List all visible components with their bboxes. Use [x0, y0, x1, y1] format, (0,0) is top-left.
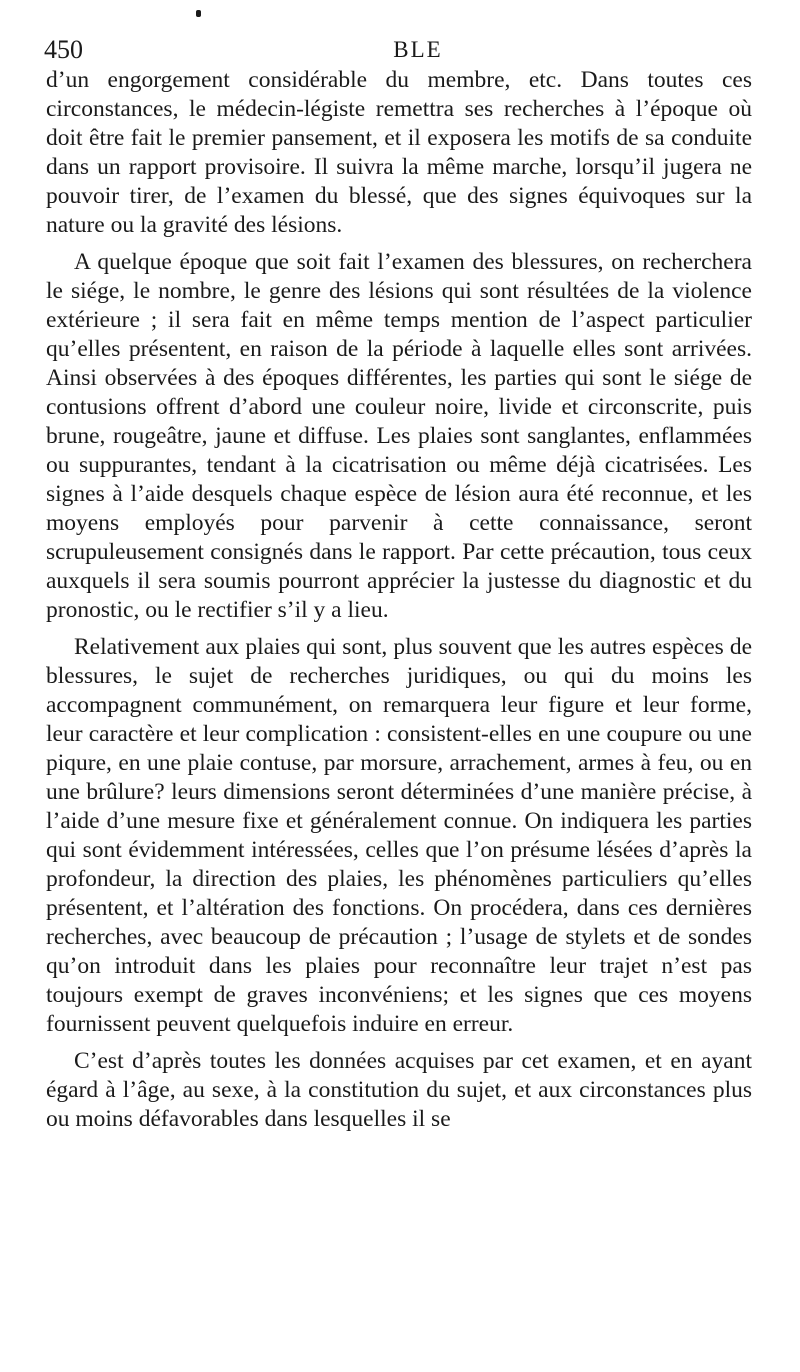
- running-head: BLE: [393, 37, 443, 62]
- page-header: [44, 36, 752, 64]
- paragraph-continuation: d’un engorgement considérable du membre, etc. Dans toutes ces circonstances, le médecin-légiste remettra ses recherches à l’époque où doit être fait le premier pansement, et il exposera les motifs de sa conduite dans un rapport provisoire. Il suivra la même marche, lorsqu’il jugera ne pouvoir tirer, de l’examen du blessé, que des signes équivoques sur la nature ou la gravité des lésions.: [46, 67, 752, 238]
- paragraph: C’est d’après toutes les données acquises par cet examen, et en ayant égard à l’âge, au sexe, à la constitution du sujet, et aux circonstances plus ou moins défavorables dans lesquelles il se: [46, 1048, 752, 1132]
- page-number: 450: [44, 35, 83, 64]
- ink-speck: [196, 10, 201, 17]
- paragraph: Relativement aux plaies qui sont, plus souvent que les autres espèces de blessures, le sujet de recherches juridiques, ou qui du moins les accompagnent communément, on remarquera leur figure et leur forme, leur caractère et leur complication : consistent-elles en une coupure ou une piqure, en une plaie contuse, par morsure, arrachement, armes à feu, ou en une brûlure? leurs dimensions seront déterminées d’une manière précise, à l’aide d’une mesure fixe et généralement connue. On indiquera les parties qui sont évidemment intéressées, celles que l’on présume lésées d’après la profondeur, la direction des plaies, les phénomènes particuliers qu’elles présentent, et l’altération des fonctions. On procédera, dans ces dernières recherches, avec beaucoup de précaution ; l’usage de stylets et de sondes qu’on introduit dans les plaies pour reconnaître leur trajet n’est pas toujours exempt de graves inconvéniens; et les signes que ces moyens fournissent peuvent quelquefois induire en erreur.: [46, 634, 752, 1037]
- body-text: [46, 66, 752, 1142]
- paragraph: A quelque époque que soit fait l’examen des blessures, on recherchera le siége, le nombre, le genre des lésions qui sont résultées de la violence extérieure ; il sera fait en même temps mention de l’aspect particulier qu’elles présentent, en raison de la période à laquelle elles sont arrivées. Ainsi observées à des époques différentes, les parties qui sont le siége de contusions offrent d’abord une couleur noire, livide et circonscrite, puis brune, rougeâtre, jaune et diffuse. Les plaies sont sanglantes, enflammées ou suppurantes, tendant à la cicatrisation ou même déjà cicatrisées. Les signes à l’aide desquels chaque espèce de lésion aura été reconnue, et les moyens employés pour parvenir à cette connaissance, seront scrupuleusement consignés dans le rapport. Par cette précaution, tous ceux auxquels il sera soumis pourront apprécier la justesse du diagnostic et du pronostic, ou le rectifier s’il y a lieu.: [46, 249, 752, 623]
